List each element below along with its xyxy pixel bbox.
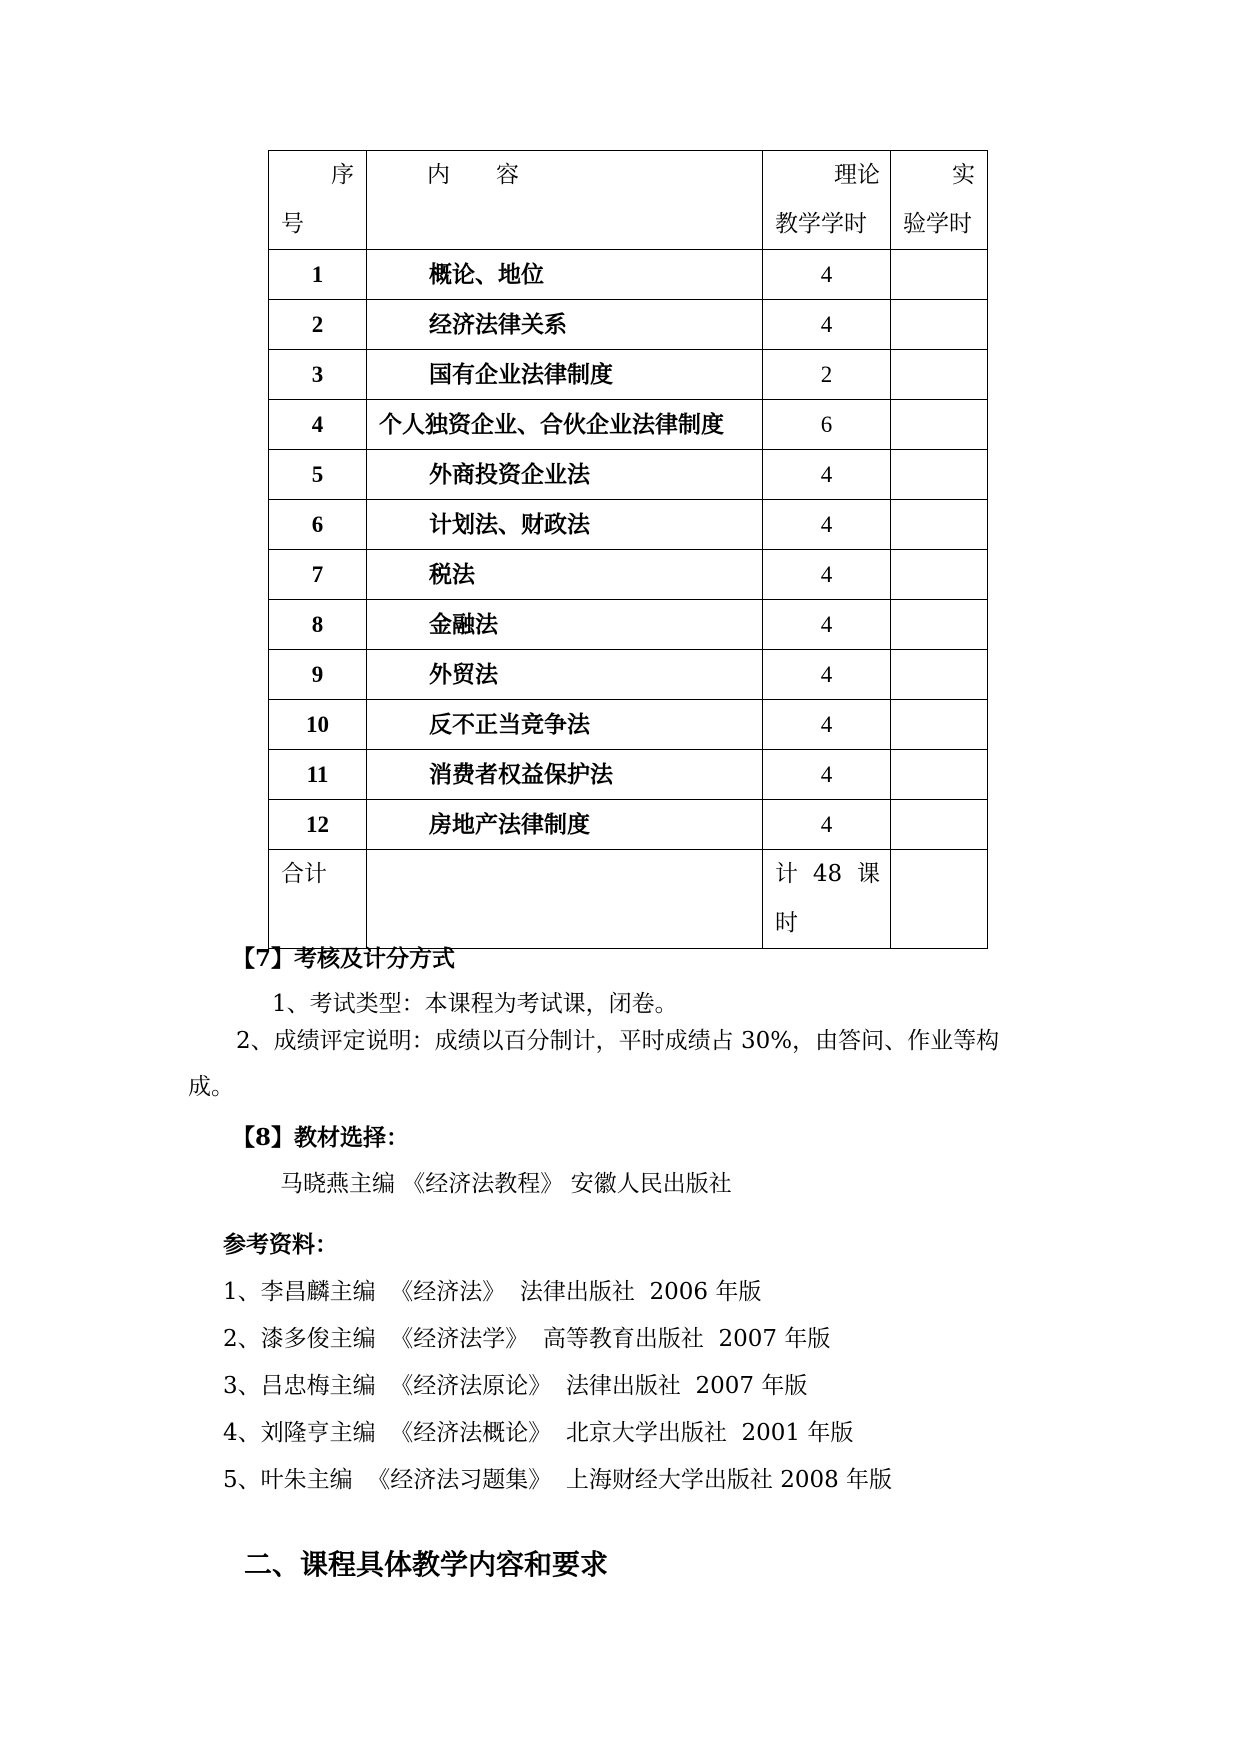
row-theory-hours: 4 bbox=[763, 250, 891, 300]
row-number: 8 bbox=[269, 600, 367, 650]
row-lab-hours bbox=[891, 300, 988, 350]
row-theory-hours: 2 bbox=[763, 350, 891, 400]
table-row bbox=[269, 500, 988, 550]
row-lab-hours bbox=[891, 500, 988, 550]
table-row bbox=[269, 800, 988, 850]
reference-item: 5、叶朱主编 《经济法习题集》 上海财经大学出版社 2008 年版 bbox=[223, 1467, 893, 1493]
row-content: 消费者权益保护法 bbox=[367, 750, 763, 800]
row-content: 概论、地位 bbox=[367, 250, 763, 300]
row-theory-hours: 4 bbox=[763, 750, 891, 800]
row-content: 外商投资企业法 bbox=[367, 450, 763, 500]
table-header-row bbox=[269, 151, 988, 250]
row-number: 11 bbox=[269, 750, 367, 800]
total-lab-hours bbox=[891, 850, 988, 949]
total-content bbox=[367, 850, 763, 949]
course-hours-table bbox=[268, 150, 988, 949]
row-lab-hours bbox=[891, 350, 988, 400]
table-row bbox=[269, 250, 988, 300]
table-row bbox=[269, 450, 988, 500]
header-content: 内 容 bbox=[367, 151, 763, 250]
header-lab-hours: 实 验学时 bbox=[891, 151, 988, 250]
table-row bbox=[269, 400, 988, 450]
exam-type-text: 1、考试类型：本课程为考试课，闭卷。 bbox=[272, 991, 678, 1017]
row-content: 经济法律关系 bbox=[367, 300, 763, 350]
row-content: 计划法、财政法 bbox=[367, 500, 763, 550]
table-row bbox=[269, 600, 988, 650]
row-lab-hours bbox=[891, 450, 988, 500]
row-number: 1 bbox=[269, 250, 367, 300]
row-number: 12 bbox=[269, 800, 367, 850]
section-7-title: 【7】考核及计分方式 bbox=[232, 945, 456, 972]
textbook-entry: 马晓燕主编 《经济法教程》 安徽人民出版社 bbox=[280, 1171, 732, 1197]
row-content: 税法 bbox=[367, 550, 763, 600]
row-lab-hours bbox=[891, 650, 988, 700]
row-number: 3 bbox=[269, 350, 367, 400]
row-number: 9 bbox=[269, 650, 367, 700]
row-number: 6 bbox=[269, 500, 367, 550]
row-theory-hours: 4 bbox=[763, 600, 891, 650]
header-theory-hours: 理论 教学学时 bbox=[763, 151, 891, 250]
header-seq: 序 号 bbox=[269, 151, 367, 250]
row-theory-hours: 4 bbox=[763, 550, 891, 600]
row-theory-hours: 4 bbox=[763, 800, 891, 850]
row-content: 反不正当竞争法 bbox=[367, 700, 763, 750]
row-lab-hours bbox=[891, 700, 988, 750]
row-lab-hours bbox=[891, 250, 988, 300]
row-lab-hours bbox=[891, 800, 988, 850]
section-8-title: 【8】教材选择： bbox=[232, 1124, 410, 1151]
grading-text-continued: 成。 bbox=[188, 1074, 234, 1100]
table-row bbox=[269, 550, 988, 600]
references-title: 参考资料： bbox=[223, 1231, 338, 1258]
row-content: 国有企业法律制度 bbox=[367, 350, 763, 400]
row-content: 外贸法 bbox=[367, 650, 763, 700]
table-row bbox=[269, 650, 988, 700]
table-total-row bbox=[269, 850, 988, 949]
table-row bbox=[269, 300, 988, 350]
total-theory-hours: 计 48 课 时 bbox=[763, 850, 891, 949]
reference-item: 2、漆多俊主编 《经济法学》 高等教育出版社 2007 年版 bbox=[223, 1326, 831, 1352]
reference-item: 4、刘隆亨主编 《经济法概论》 北京大学出版社 2001 年版 bbox=[223, 1420, 854, 1446]
reference-item: 3、吕忠梅主编 《经济法原论》 法律出版社 2007 年版 bbox=[223, 1373, 808, 1399]
row-theory-hours: 4 bbox=[763, 700, 891, 750]
row-lab-hours bbox=[891, 600, 988, 650]
row-theory-hours: 4 bbox=[763, 300, 891, 350]
row-content: 个人独资企业、合伙企业法律制度 bbox=[367, 400, 763, 450]
total-label: 合计 bbox=[269, 850, 367, 949]
row-lab-hours bbox=[891, 550, 988, 600]
row-theory-hours: 4 bbox=[763, 650, 891, 700]
row-content: 房地产法律制度 bbox=[367, 800, 763, 850]
row-number: 2 bbox=[269, 300, 367, 350]
row-number: 7 bbox=[269, 550, 367, 600]
row-theory-hours: 4 bbox=[763, 500, 891, 550]
row-number: 4 bbox=[269, 400, 367, 450]
table-row bbox=[269, 350, 988, 400]
grading-text: 2、成绩评定说明：成绩以百分制计，平时成绩占 30%，由答问、作业等构 bbox=[236, 1028, 1000, 1054]
row-number: 5 bbox=[269, 450, 367, 500]
table-row bbox=[269, 750, 988, 800]
table-row bbox=[269, 700, 988, 750]
row-content: 金融法 bbox=[367, 600, 763, 650]
row-theory-hours: 6 bbox=[763, 400, 891, 450]
row-lab-hours bbox=[891, 750, 988, 800]
reference-item: 1、李昌麟主编 《经济法》 法律出版社 2006 年版 bbox=[223, 1279, 762, 1305]
row-theory-hours: 4 bbox=[763, 450, 891, 500]
section-heading: 二、课程具体教学内容和要求 bbox=[244, 1548, 609, 1581]
row-lab-hours bbox=[891, 400, 988, 450]
row-number: 10 bbox=[269, 700, 367, 750]
